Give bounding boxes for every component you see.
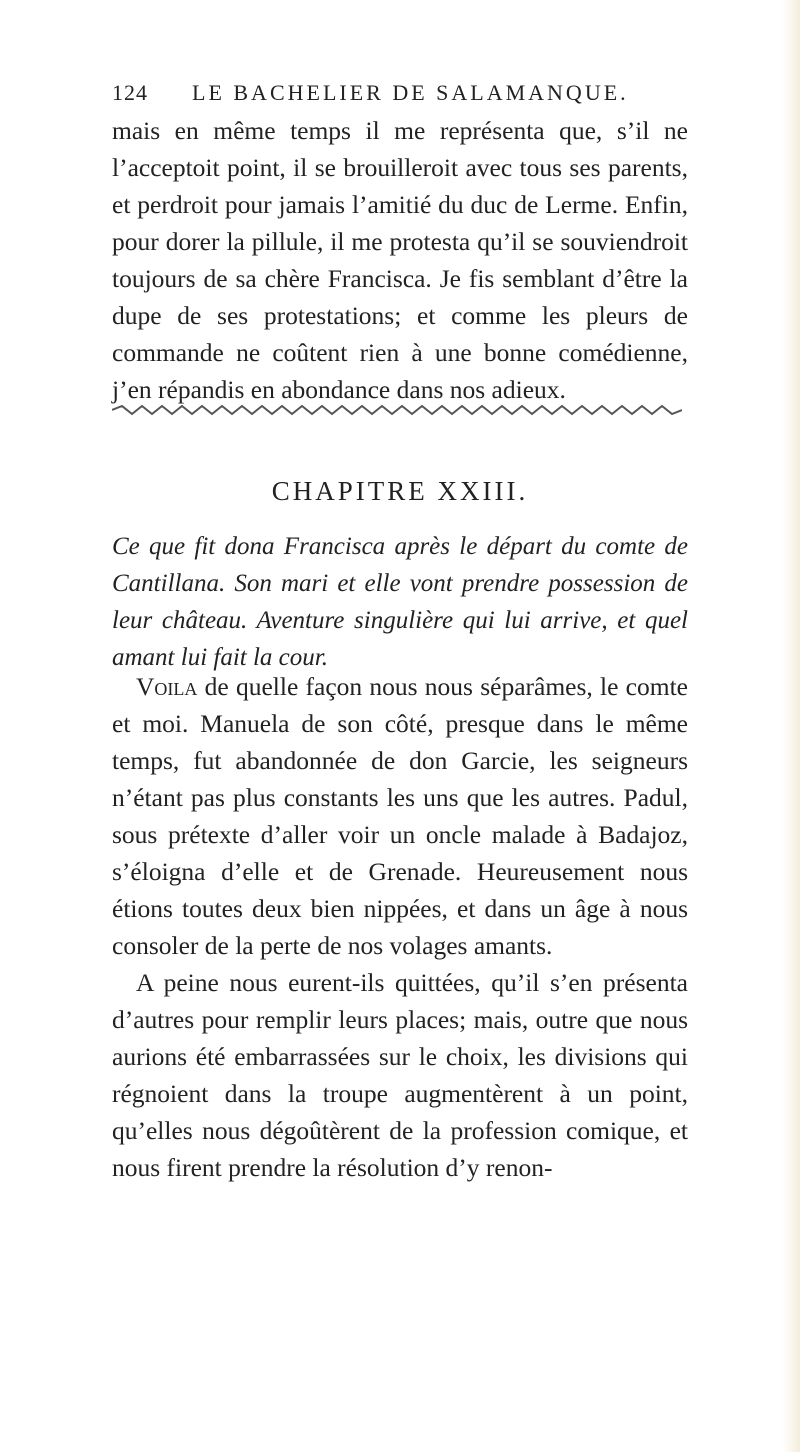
continued-paragraph-text: mais en même temps il me représenta que, s’il ne l’acceptoit point, il se brouilleroit avec tous ses parents, et perdroit pour jamais l’amitié du duc de Lerme. Enfin, pour dorer la pillule, il me protesta qu’il se souviendroit toujours de sa chère Francisca. Je fis semblant d’être la dupe de ses protestations; et comme les pleurs de commande ne coûtent rien à une bonne comédienne, j’en répandis en abondance dans nos adieux.: [112, 116, 688, 404]
page-number: 124: [112, 80, 148, 105]
body-paragraph: [112, 668, 688, 964]
opening-word: Voila: [136, 672, 198, 701]
chapter-divider-ornament: [112, 404, 682, 416]
chapter-title: CHAPITRE XXIII.: [271, 476, 529, 506]
main-text: [112, 668, 688, 1186]
continued-paragraph: [112, 112, 688, 408]
body-paragraph-text: de quelle façon nous nous séparâmes, le comte et moi. Manuela de son côté, presque dans le même temps, fut abandonnée de don Garcie, les seigneurs n’étant pas plus constants les uns que les autres. Padul, sous prétexte d’aller voir un oncle malade à Badajoz, s’éloigna d’elle et de Grenade. Heureusement nous étions toutes deux bien nippées, et dans un âge à nous consoler de la perte de nos volages amants.: [112, 672, 688, 960]
chapter-summary: Ce que fit dona Francisca après le départ du comte de Cantillana. Son mari et elle vont prendre possession de leur château. Aventure singulière qui lui arrive, et quel amant lui fait la cour.: [112, 533, 688, 671]
running-title: LE BACHELIER DE SALAMANQUE.: [192, 80, 629, 105]
body-paragraph: A peine nous eurent-ils quittées, qu’il s’en présenta d’autres pour remplir leurs places; mais, outre que nous aurions été embarrassées sur le choix, les divisions qui régnoient dans la troupe augmentèrent à un point, qu’elles nous dégoûtèrent de la profession comique, et nous firent prendre la résolution d’y renon-: [112, 968, 688, 1182]
page-header: [112, 80, 672, 110]
page-edge-shadow: [782, 0, 800, 1452]
